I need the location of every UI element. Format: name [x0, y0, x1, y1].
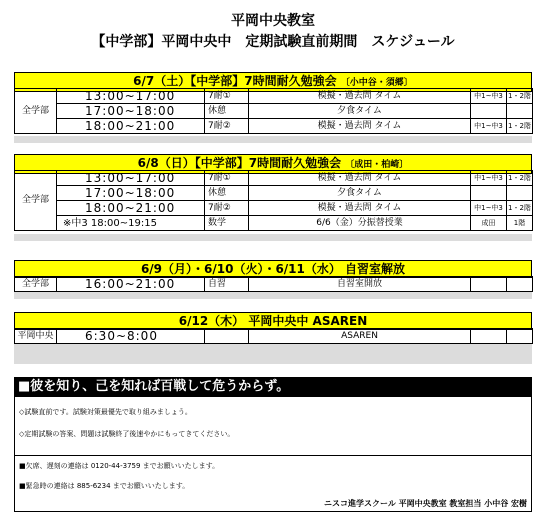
note-line: ◇定期試験の答案、問題は試験終了後速やかにもってきてください。 — [19, 430, 235, 438]
type-cell: 休憩 — [205, 186, 249, 201]
content-cell: 模擬・過去問 タイム — [249, 119, 471, 134]
group-label: 平岡中央 — [15, 329, 57, 344]
content-cell: 模擬・過去問 タイム — [249, 89, 471, 104]
floor-cell: 1・2階 — [507, 201, 533, 216]
target-cell: 中1~中3 — [471, 201, 507, 216]
table-row — [15, 216, 533, 231]
note-line: ■緊急時の連絡は 885-6234 までお願いいたします。 — [19, 482, 190, 490]
session-staff: 〔小中谷・須郷〕 — [340, 78, 413, 88]
type-cell: 自習 — [205, 277, 249, 292]
group-label: 全学部 — [15, 277, 57, 292]
content-cell: ASAREN — [249, 329, 471, 344]
target-cell — [471, 104, 507, 119]
time-cell: 18:00~21:00 — [57, 119, 205, 134]
content-cell: 模擬・過去問 タイム — [249, 201, 471, 216]
target-cell: 中1~中3 — [471, 171, 507, 186]
floor-cell — [507, 186, 533, 201]
section-gap — [14, 136, 532, 143]
school-name: 平岡中央教室 — [231, 13, 315, 29]
type-cell: 7耐② — [205, 201, 249, 216]
type-cell: 休憩 — [205, 104, 249, 119]
type-cell: 数学 — [205, 216, 249, 231]
floor-cell — [507, 104, 533, 119]
floor-cell: 1階 — [507, 216, 533, 231]
session-heading-text: 6/8（日）【中学部】7時間耐久勉強会 — [137, 156, 342, 170]
motto-banner: ■彼を知り、己を知れば百戦して危うからず。 — [14, 377, 532, 397]
session-table-0607 — [14, 88, 533, 134]
session-heading-text: 6/7（土）【中学部】7時間耐久勉強会 — [133, 74, 337, 88]
floor-cell: 1・2階 — [507, 119, 533, 134]
target-cell: 成田 — [471, 216, 507, 231]
section-gap — [14, 344, 532, 364]
session-heading-text: 6/9（月）・6/10（火）・6/11（水） 自習室解放 — [140, 262, 406, 276]
note-line: ■欠席、遅刻の連絡は 0120-44-3759 までお願いいたします。 — [19, 462, 220, 470]
type-cell — [205, 329, 249, 344]
group-label: 全学部 — [15, 171, 57, 231]
table-row — [15, 329, 533, 344]
table-row — [15, 171, 533, 186]
target-cell: 中1~中3 — [471, 119, 507, 134]
floor-cell — [507, 277, 533, 292]
time-cell: 17:00~18:00 — [57, 186, 205, 201]
type-cell: 7耐② — [205, 119, 249, 134]
session-table-0612 — [14, 328, 533, 344]
floor-cell: 1・2階 — [507, 89, 533, 104]
session-table-0609 — [14, 276, 533, 292]
section-gap — [14, 292, 532, 299]
session-staff: 〔成田・柏崎〕 — [345, 160, 409, 170]
target-cell — [471, 186, 507, 201]
type-cell: 7耐① — [205, 89, 249, 104]
time-cell: 13:00~17:00 — [57, 89, 205, 104]
schedule-sheet — [14, 8, 532, 512]
time-cell: 13:00~17:00 — [57, 171, 205, 186]
time-cell: 18:00~21:00 — [57, 201, 205, 216]
content-cell: 自習室開放 — [249, 277, 471, 292]
target-cell: 中1~中3 — [471, 89, 507, 104]
time-cell: 16:00~21:00 — [57, 277, 205, 292]
session-table-0608 — [14, 170, 533, 231]
time-cell: 17:00~18:00 — [57, 104, 205, 119]
type-cell: 7耐① — [205, 171, 249, 186]
divider — [15, 455, 531, 456]
content-cell: 模擬・過去問 タイム — [249, 171, 471, 186]
time-cell: 6:30~8:00 — [57, 329, 205, 344]
target-cell — [471, 329, 507, 344]
table-row — [15, 186, 533, 201]
table-row — [15, 104, 533, 119]
table-row — [15, 119, 533, 134]
table-row — [15, 89, 533, 104]
page-title: 【中学部】平岡中央中 定期試験直前期間 スケジュール — [91, 34, 455, 50]
table-row — [15, 277, 533, 292]
table-row — [15, 201, 533, 216]
target-cell — [471, 277, 507, 292]
time-cell: ※中3 18:00~19:15 — [57, 216, 205, 231]
notes-box — [14, 397, 532, 512]
footer-credit: ニスコ進学スクール 平岡中央教室 教室担当 小中谷 宏樹 — [324, 499, 527, 508]
content-cell: 夕食タイム — [249, 186, 471, 201]
note-line: ◇試験直前です。試験対策最優先で取り組みましょう。 — [19, 408, 192, 416]
content-cell: 夕食タイム — [249, 104, 471, 119]
floor-cell — [507, 329, 533, 344]
session-heading-text: 6/12（木） 平岡中央中 ASAREN — [178, 314, 368, 328]
content-cell: 6/6（金）分振替授業 — [249, 216, 471, 231]
section-gap — [14, 234, 532, 241]
group-label: 全学部 — [15, 89, 57, 134]
floor-cell: 1・2階 — [507, 171, 533, 186]
